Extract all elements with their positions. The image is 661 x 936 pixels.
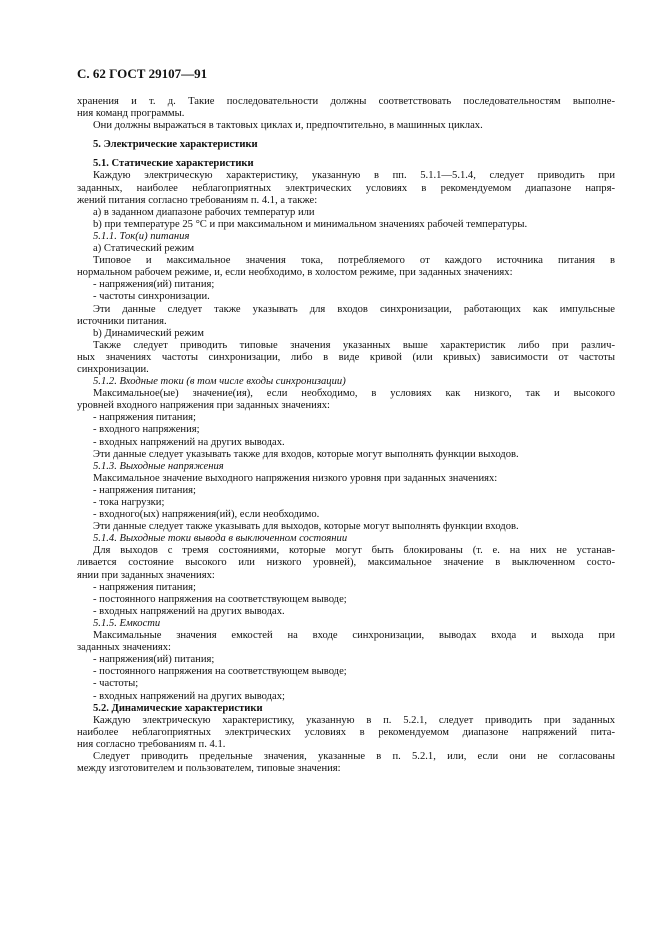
text-line: - входных напряжений на других выводах;	[93, 690, 285, 702]
text-line: нормальном рабочем режиме, и, если необходимо, в холостом режиме, при заданных значениях:	[77, 267, 513, 279]
text-line: - частоты синхронизации.	[93, 291, 210, 303]
text-line: наиболее неблагоприятных электрических условиях в рекомендуемом диапазоне напряжений пита-	[77, 726, 615, 738]
text-line: b) при температуре 25 °С и при максимальном и минимальном значениях рабочей температуры.	[93, 218, 528, 230]
text-line: Эти данные следует также указывать для входов синхронизации, работающих как импульсные	[93, 303, 615, 315]
text-line: ния команд программы.	[77, 108, 185, 120]
text-line: синхронизации.	[77, 363, 149, 375]
text-line: - входных напряжений на других выводах.	[93, 605, 285, 617]
text-line: a) Статический режим	[93, 243, 195, 255]
text-line: - напряжения(ий) питания;	[93, 654, 215, 666]
page-header: С. 62 ГОСТ 29107—91	[77, 66, 208, 81]
text-line: - входных напряжений на других выводах.	[93, 436, 285, 448]
document-body	[77, 96, 615, 775]
text-line: 5.1. Статические характеристики	[93, 158, 254, 170]
text-line: - входного(ых) напряжения(ий), если необходимо.	[93, 509, 320, 521]
text-line: Эти данные следует указывать также для входов, которые могут выполнять функции выходов.	[93, 448, 519, 460]
text-line: Следует приводить предельные значения, указанные в п. 5.2.1, или, если они не согласованы	[93, 750, 615, 762]
text-line: янии при заданных значениях:	[77, 569, 215, 581]
text-line: Каждую электрическую характеристику, указанную в пп. 5.1.1—5.1.4, следует приводить при	[93, 170, 615, 182]
text-line: хранения и т. д. Такие последовательности должны соответствовать последовательностям выполне-	[77, 96, 615, 107]
text-line: 5.1.3. Выходные напряжения	[93, 460, 224, 472]
text-line: - напряжения питания;	[93, 412, 196, 424]
text-line: Типовое и максимальное значения тока, потребляемого от каждого источника питания в	[93, 255, 615, 267]
text-line: ния согласно требованиям п. 4.1.	[77, 738, 226, 750]
text-line: заданных значениях:	[77, 642, 171, 654]
text-line: 5.1.1. Ток(и) питания	[93, 230, 190, 242]
text-line: 5. Электрические характеристики	[93, 139, 258, 151]
text-line: уровней входного напряжения при заданных значениях:	[77, 400, 330, 412]
text-line: - напряжения питания;	[93, 484, 196, 496]
text-line: жений питания согласно требованиям п. 4.1, а также:	[77, 194, 318, 206]
text-line: b) Динамический режим	[93, 327, 204, 339]
text-line: Также следует приводить типовые значения указанных выше характеристик либо при различ-	[93, 339, 615, 351]
text-line: - напряжения(ий) питания;	[93, 279, 215, 291]
text-line: - частоты;	[93, 678, 139, 690]
text-line: Для выходов с тремя состояниями, которые могут быть блокированы (т. е. на них не устанав-	[93, 545, 615, 557]
text-line: заданных, наиболее неблагоприятных электрических условиях в рекомендуемом диапазоне напря-	[77, 182, 615, 194]
text-line: - тока нагрузки;	[93, 497, 165, 508]
text-line: 5.1.4. Выходные токи вывода в выключенном состоянии	[93, 533, 348, 545]
text-line: - постоянного напряжения на соответствующем выводе;	[93, 666, 347, 678]
text-line: Эти данные следует также указывать для выходов, которые могут выполнять функции входов.	[93, 521, 519, 533]
text-line: - постоянного напряжения на соответствующем выводе;	[93, 593, 347, 605]
text-line: ливается состояние высокого или низкого уровней), максимальное значение в выключенном состо-	[77, 557, 615, 569]
text-line: a) в заданном диапазоне рабочих температур или	[93, 206, 315, 218]
text-line: 5.1.2. Входные токи (в том числе входы синхронизации)	[93, 376, 346, 388]
text-line: 5.2. Динамические характеристики	[93, 702, 263, 714]
text-line: источники питания.	[77, 315, 167, 327]
text-line: Максимальное значение выходного напряжения низкого уровня при заданных значениях:	[93, 472, 498, 484]
text-line: Максимальные значения емкостей на входе синхронизации, выводах входа и выхода при	[93, 630, 615, 642]
text-line: - входного напряжения;	[93, 424, 200, 436]
text-line: Они должны выражаться в тактовых циклах и, предпочтительно, в машинных циклах.	[93, 120, 483, 132]
text-line: - напряжения питания;	[93, 581, 196, 593]
text-line: Максимальное(ые) значение(ия), если необходимо, в условиях как низкого, так и высокого	[93, 388, 615, 400]
text-line: ных значениях частоты синхронизации, либо в виде кривой (или кривых) зависимости от частоты	[77, 351, 615, 363]
text-line: между изготовителем и пользователем, типовые значения:	[77, 763, 341, 775]
text-line: 5.1.5. Емкости	[93, 617, 161, 629]
text-line: Каждую электрическую характеристику, указанную в п. 5.2.1, следует приводить при заданных	[93, 714, 615, 726]
